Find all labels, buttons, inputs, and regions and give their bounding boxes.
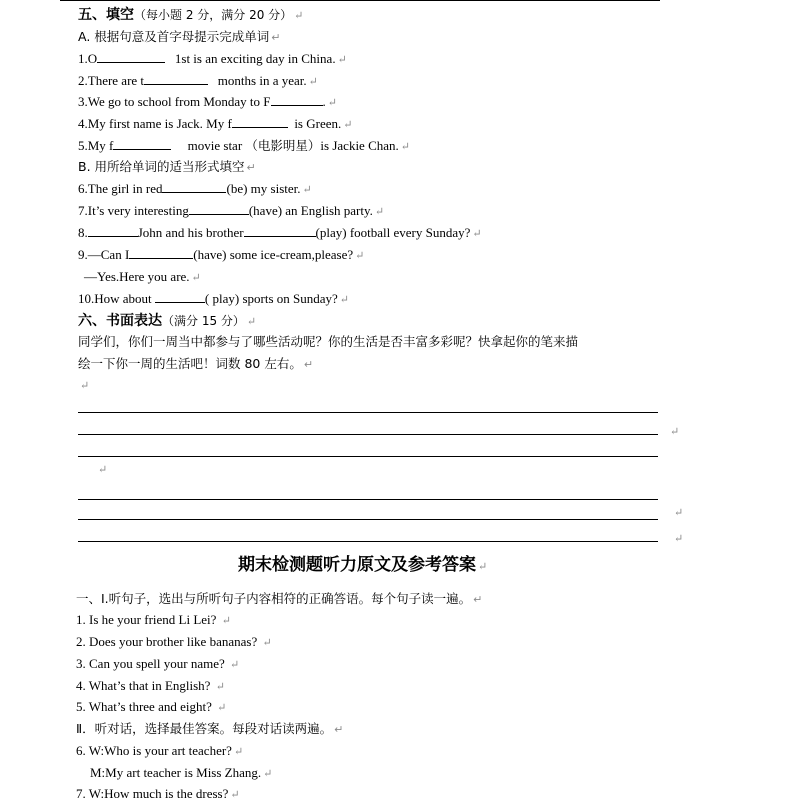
q7-post: (have) an English party. [248, 203, 373, 218]
question-8 [78, 224, 482, 243]
paragraph-mark: ↵ [674, 533, 684, 545]
q4-post: is Green. [294, 116, 342, 131]
q9-post: (have) some ice-cream,please? [193, 247, 354, 262]
paragraph-mark: ↵ [302, 184, 312, 196]
part2-text: Ⅱ．听对话，选择最佳答案。每段对话读两遍。 [76, 721, 333, 736]
paragraph-mark: ↵ [674, 507, 684, 519]
listening-question-2 [76, 633, 272, 652]
writing-prompt-line-2 [78, 355, 313, 374]
q9-blank[interactable] [129, 246, 193, 259]
question-1 [78, 50, 347, 69]
listening-question-5 [76, 698, 226, 717]
q9-pre: 9.—Can I [78, 247, 130, 262]
paragraph-mark: ↵ [271, 31, 281, 44]
paragraph-mark: ↵ [327, 97, 337, 109]
q1-post: 1st is an exciting day in China. [174, 51, 336, 66]
question-3 [78, 93, 337, 112]
q5-pre: 5.My f [78, 138, 114, 153]
paragraph-mark: ↵ [355, 250, 365, 262]
empty-paragraph [78, 376, 89, 395]
paragraph-mark: ↵ [308, 76, 318, 88]
q7-blank[interactable] [189, 202, 249, 215]
q6-post: (be) my sister. [226, 181, 301, 196]
question-6 [78, 180, 312, 199]
paragraph-mark: ↵ [670, 426, 680, 438]
d7w-text: 7. W:How much is the dress? [76, 786, 229, 801]
lq1-text: 1. Is he your friend Li Lei? [76, 612, 217, 627]
writing-line[interactable] [78, 434, 658, 435]
dialogue-6-man [90, 764, 272, 783]
section5-note: （每小题 2 分，满分 20 分） [134, 8, 293, 22]
question-7 [78, 202, 384, 221]
paragraph-mark: ↵ [80, 380, 90, 392]
section6-note: （满分 15 分） [162, 314, 245, 328]
line-end-mark [96, 460, 107, 479]
q5-cn-hint: （电影明星） [245, 138, 321, 153]
listening-part-1-instruction [76, 590, 482, 609]
q5-mid: movie star [187, 138, 243, 153]
q6-blank[interactable] [162, 180, 226, 193]
paragraph-mark: ↵ [246, 316, 257, 328]
q3-pre: 3.We go to school from Monday to F [78, 94, 271, 109]
listening-question-3 [76, 655, 239, 674]
d6w-text: 6. W:Who is your art teacher? [76, 743, 232, 758]
paragraph-mark: ↵ [473, 593, 483, 606]
paragraph-mark: ↵ [263, 768, 273, 780]
line-end-mark [672, 529, 683, 548]
paragraph-mark: ↵ [374, 206, 385, 218]
paragraph-mark: ↵ [262, 637, 272, 649]
section6-heading [78, 312, 256, 331]
paragraph-mark: ↵ [334, 723, 344, 736]
section5-title: 五、填空 [78, 7, 134, 23]
paragraph-mark: ↵ [221, 615, 231, 627]
paragraph-mark: ↵ [230, 659, 240, 671]
writing-prompt-text: 绘一下你一周的生活吧！词数 80 左右。 [78, 356, 302, 371]
q8-post: (play) football every Sunday? [315, 225, 471, 240]
q10-post: ( play) sports on Sunday? [204, 291, 338, 306]
paragraph-mark: ↵ [400, 141, 410, 153]
paragraph-mark: ↵ [230, 789, 240, 801]
line-end-mark [668, 422, 679, 441]
question-10 [78, 290, 349, 309]
q8-mid: John and his brother [137, 225, 244, 240]
question-9 [78, 246, 364, 265]
line-end-mark [672, 503, 683, 522]
writing-line[interactable] [78, 541, 658, 542]
q10-pre: 10.How about [78, 291, 152, 306]
writing-line[interactable] [78, 412, 658, 413]
q5-post: is Jackie Chan. [320, 138, 399, 153]
q5-blank[interactable] [113, 137, 171, 150]
lq2-text: 2. Does your brother like bananas? [76, 634, 258, 649]
writing-line[interactable] [78, 519, 658, 520]
q1-pre: 1.O [78, 51, 98, 66]
paragraph-mark: ↵ [478, 561, 488, 573]
question-2 [78, 72, 318, 91]
q10-blank[interactable] [155, 290, 205, 303]
answer-key-title-text: 期末检测题听力原文及参考答案 [238, 555, 476, 575]
writing-line[interactable] [78, 499, 658, 500]
paragraph-mark: ↵ [294, 10, 304, 22]
question-9-reply [84, 268, 201, 287]
q8-blank-1[interactable] [88, 224, 138, 237]
part-b-label: B. 用所给单词的适当形式填空 [78, 159, 245, 174]
dialogue-7-woman [76, 785, 240, 804]
paragraph-mark: ↵ [98, 464, 108, 476]
part-a-label: A. 根据句意及首字母提示完成单词 [78, 29, 270, 44]
writing-prompt-line-1: 同学们，你们一周当中都参与了哪些活动呢？你的生活是否丰富多彩呢？快拿起你的笔来描 [78, 334, 579, 349]
q1-blank[interactable] [97, 50, 165, 63]
q2-post: months in a year. [217, 73, 307, 88]
q4-pre: 4.My first name is Jack. My f [78, 116, 232, 131]
paragraph-mark: ↵ [303, 358, 314, 371]
d6m-text: M:My art teacher is Miss Zhang. [90, 765, 262, 780]
answer-key-title [238, 554, 487, 578]
lq3-text: 3. Can you spell your name? [76, 656, 225, 671]
q2-blank[interactable] [144, 72, 208, 85]
dialogue-6-woman [76, 742, 243, 761]
lq4-text: 4. What’s that in English? [76, 678, 211, 693]
part1-text: 一、Ⅰ.听句子，选出与所听句子内容相符的正确答语。每个句子读一遍。 [76, 591, 472, 606]
section6-title: 六、书面表达 [78, 313, 162, 329]
listening-question-1 [76, 611, 231, 630]
question-5 [78, 137, 410, 156]
part-a-instruction [78, 28, 281, 47]
writing-line[interactable] [78, 456, 658, 457]
q6-pre: 6.The girl in red [78, 181, 163, 196]
q4-blank[interactable] [232, 115, 288, 128]
paragraph-mark: ↵ [472, 228, 482, 240]
paragraph-mark: ↵ [215, 681, 225, 693]
listening-part-2-instruction [76, 720, 343, 739]
q8-pre: 8. [78, 225, 88, 240]
paragraph-mark: ↵ [337, 54, 347, 66]
q8-blank-2[interactable] [244, 224, 316, 237]
q9-reply-text: —Yes.Here you are. [84, 269, 190, 284]
paragraph-mark: ↵ [246, 161, 256, 174]
listening-question-4 [76, 677, 225, 696]
paragraph-mark: ↵ [343, 119, 353, 131]
question-4 [78, 115, 352, 134]
paragraph-mark: ↵ [339, 294, 350, 306]
page-top-rule [60, 0, 660, 1]
paragraph-mark: ↵ [217, 702, 227, 714]
part-b-instruction [78, 158, 256, 177]
q2-pre: 2.There are t [78, 73, 145, 88]
q3-blank[interactable] [271, 93, 323, 106]
section5-heading [78, 6, 303, 25]
paragraph-mark: ↵ [191, 272, 201, 284]
q7-pre: 7.It’s very interesting [78, 203, 189, 218]
lq5-text: 5. What’s three and eight? [76, 699, 212, 714]
paragraph-mark: ↵ [233, 746, 244, 758]
q3-post: . [322, 94, 326, 109]
